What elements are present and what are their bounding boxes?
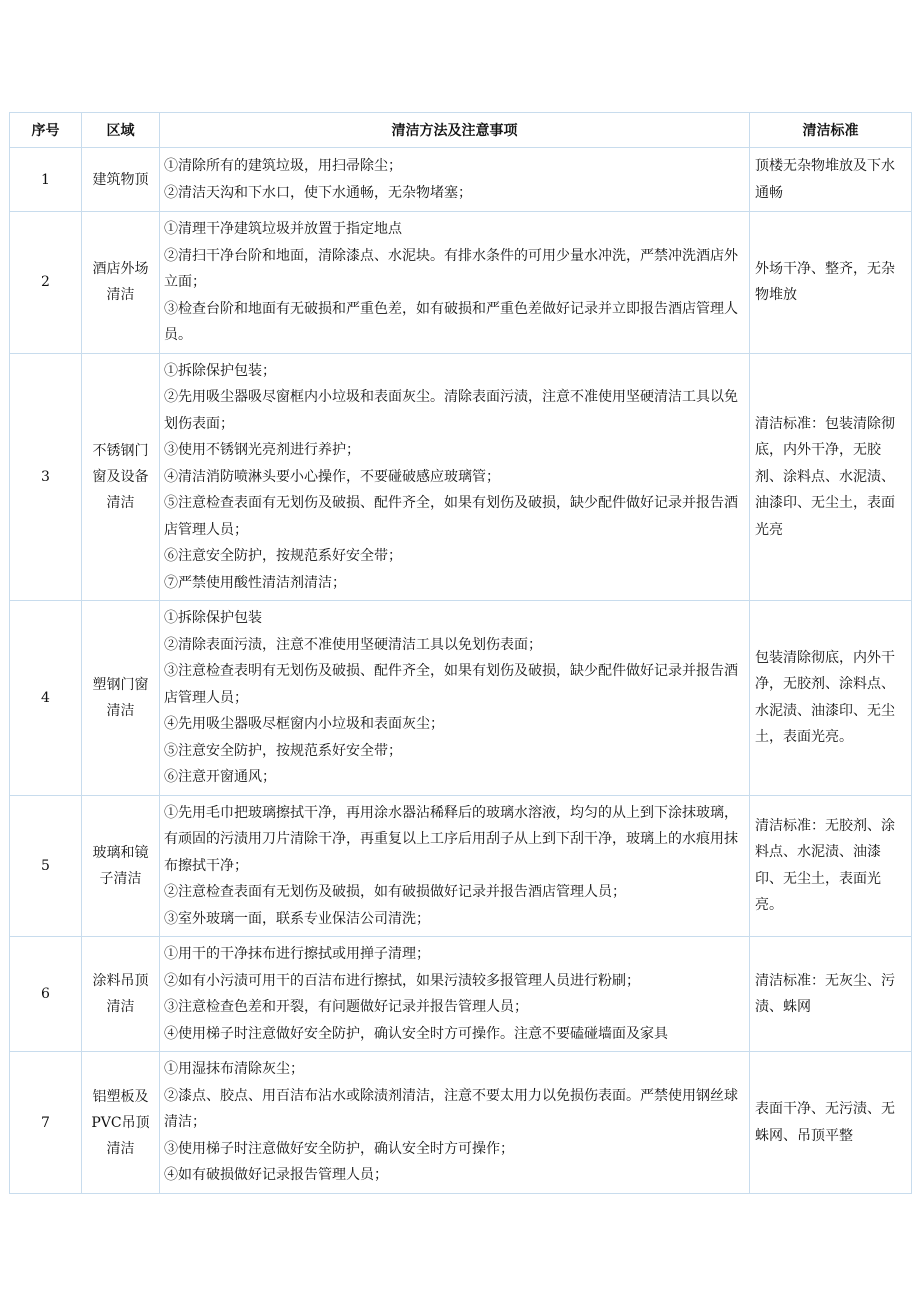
row-standard: 清洁标准：无灰尘、污渍、蛛网	[750, 937, 912, 1052]
row-method	[160, 148, 750, 212]
table-body	[10, 148, 912, 1194]
row-index: 1	[10, 148, 82, 212]
method-step: ③使用不锈钢光亮剂进行养护；	[164, 442, 360, 458]
row-index: 3	[10, 353, 82, 601]
method-step: ⑥注意开窗通风；	[164, 769, 276, 785]
method-step: ②如有小污渍可用干的百洁布进行擦拭，如果污渍较多报管理人员进行粉刷；	[164, 972, 640, 989]
method-step: ④使用梯子时注意做好安全防护，确认安全时方可操作。注意不要磕碰墙面及家具	[164, 1025, 668, 1042]
method-step: ②清扫干净台阶和地面，清除漆点、水泥块。有排水条件的可用少量水冲洗，严禁冲洗酒店外立面；	[164, 247, 738, 290]
row-method	[160, 795, 750, 937]
method-step: ①用干的干净抹布进行擦拭或用掸子清理；	[164, 946, 430, 962]
method-step: ①清除所有的建筑垃圾，用扫帚除尘；	[164, 158, 402, 174]
table-row	[10, 148, 912, 212]
row-index: 2	[10, 212, 82, 354]
method-step: ①拆除保护包装	[164, 610, 262, 626]
row-index: 6	[10, 937, 82, 1052]
row-method	[160, 937, 750, 1052]
row-method	[160, 601, 750, 796]
row-area: 不锈钢门窗及设备清洁	[82, 353, 160, 601]
method-step: ②先用吸尘器吸尽窗框内小垃圾和表面灰尘。清除表面污渍，注意不准使用坚硬清洁工具以免划伤表面；	[164, 389, 738, 432]
method-step: ④先用吸尘器吸尽框窗内小垃圾和表面灰尘；	[164, 716, 444, 732]
row-standard: 表面干净、无污渍、无蛛网、吊顶平整	[750, 1052, 912, 1194]
table-row	[10, 937, 912, 1052]
table-row	[10, 795, 912, 937]
method-step: ④如有破损做好记录报告管理人员；	[164, 1167, 388, 1184]
row-index: 7	[10, 1052, 82, 1194]
method-step: ④清洁消防喷淋头要小心操作，不要碰破感应玻璃管；	[164, 468, 500, 485]
method-step: ③注意检查色差和开裂，有问题做好记录并报告管理人员；	[164, 999, 528, 1015]
method-step: ⑤注意检查表面有无划伤及破损、配件齐全，如果有划伤及破损，缺少配件做好记录并报告酒店管理人员；	[164, 495, 738, 538]
row-method	[160, 1052, 750, 1194]
row-standard: 包装清除彻底，内外干净，无胶剂、涂料点、水泥渍、油漆印、无尘土，表面光亮。	[750, 601, 912, 796]
method-step: ②清除表面污渍，注意不准使用坚硬清洁工具以免划伤表面；	[164, 636, 542, 653]
method-step: ①清理干净建筑垃圾并放置于指定地点	[164, 221, 402, 237]
table-row	[10, 1052, 912, 1194]
row-area: 铝塑板及PVC吊顶清洁	[82, 1052, 160, 1194]
header-index: 序号	[10, 113, 82, 148]
method-step: ⑤注意安全防护，按规范系好安全带；	[164, 742, 402, 759]
method-step: ③检查台阶和地面有无破损和严重色差，如有破损和严重色差做好记录并立即报告酒店管理人员。	[164, 300, 738, 343]
method-step: ⑦严禁使用酸性清洁剂清洁；	[164, 574, 346, 591]
row-index: 4	[10, 601, 82, 796]
method-step: ②注意检查表面有无划伤及破损，如有破损做好记录并报告酒店管理人员；	[164, 884, 626, 900]
method-step: ③使用梯子时注意做好安全防护，确认安全时方可操作；	[164, 1140, 514, 1157]
row-standard: 清洁标准：无胶剂、涂料点、水泥渍、油漆印、无尘土，表面光亮。	[750, 795, 912, 937]
row-area: 塑钢门窗清洁	[82, 601, 160, 796]
cleaning-standards-table	[9, 112, 912, 1194]
method-step: ①拆除保护包装；	[164, 362, 276, 379]
row-index: 5	[10, 795, 82, 937]
row-method	[160, 212, 750, 354]
row-area: 玻璃和镜子清洁	[82, 795, 160, 937]
header-standard: 清洁标准	[750, 113, 912, 148]
header-area: 区域	[82, 113, 160, 148]
table-header-row	[10, 113, 912, 148]
method-step: ①用湿抹布清除灰尘；	[164, 1061, 304, 1078]
table-row	[10, 601, 912, 796]
method-step: ①先用毛巾把玻璃擦拭干净，再用涂水器沾稀释后的玻璃水溶液，均匀的从上到下涂抹玻璃，有顽固的污渍用刀片清除干净，再重复以上工序后用刮子从上到下刮干净，玻璃上的水痕用抹布擦拭干净；	[164, 804, 738, 874]
table-row	[10, 353, 912, 601]
header-method: 清洁方法及注意事项	[160, 113, 750, 148]
method-step: ②漆点、胶点、用百洁布沾水或除渍剂清洁，注意不要太用力以免损伤表面。严禁使用钢丝球清洁；	[164, 1087, 738, 1131]
row-standard: 顶楼无杂物堆放及下水通畅	[750, 148, 912, 212]
method-step: ③注意检查表明有无划伤及破损、配件齐全，如果有划伤及破损，缺少配件做好记录并报告酒店管理人员；	[164, 663, 738, 706]
row-standard: 清洁标准：包装清除彻底，内外干净，无胶剂、涂料点、水泥渍、油漆印、无尘土，表面光亮	[750, 353, 912, 601]
method-step: ⑥注意安全防护，按规范系好安全带；	[164, 548, 402, 564]
row-standard: 外场干净、整齐，无杂物堆放	[750, 212, 912, 354]
row-area: 涂料吊顶清洁	[82, 937, 160, 1052]
method-step: ②清洁天沟和下水口，使下水通畅，无杂物堵塞；	[164, 184, 472, 201]
row-area: 酒店外场清洁	[82, 212, 160, 354]
row-area: 建筑物顶	[82, 148, 160, 212]
table-row	[10, 212, 912, 354]
method-step: ③室外玻璃一面，联系专业保洁公司清洗；	[164, 910, 430, 927]
row-method	[160, 353, 750, 601]
